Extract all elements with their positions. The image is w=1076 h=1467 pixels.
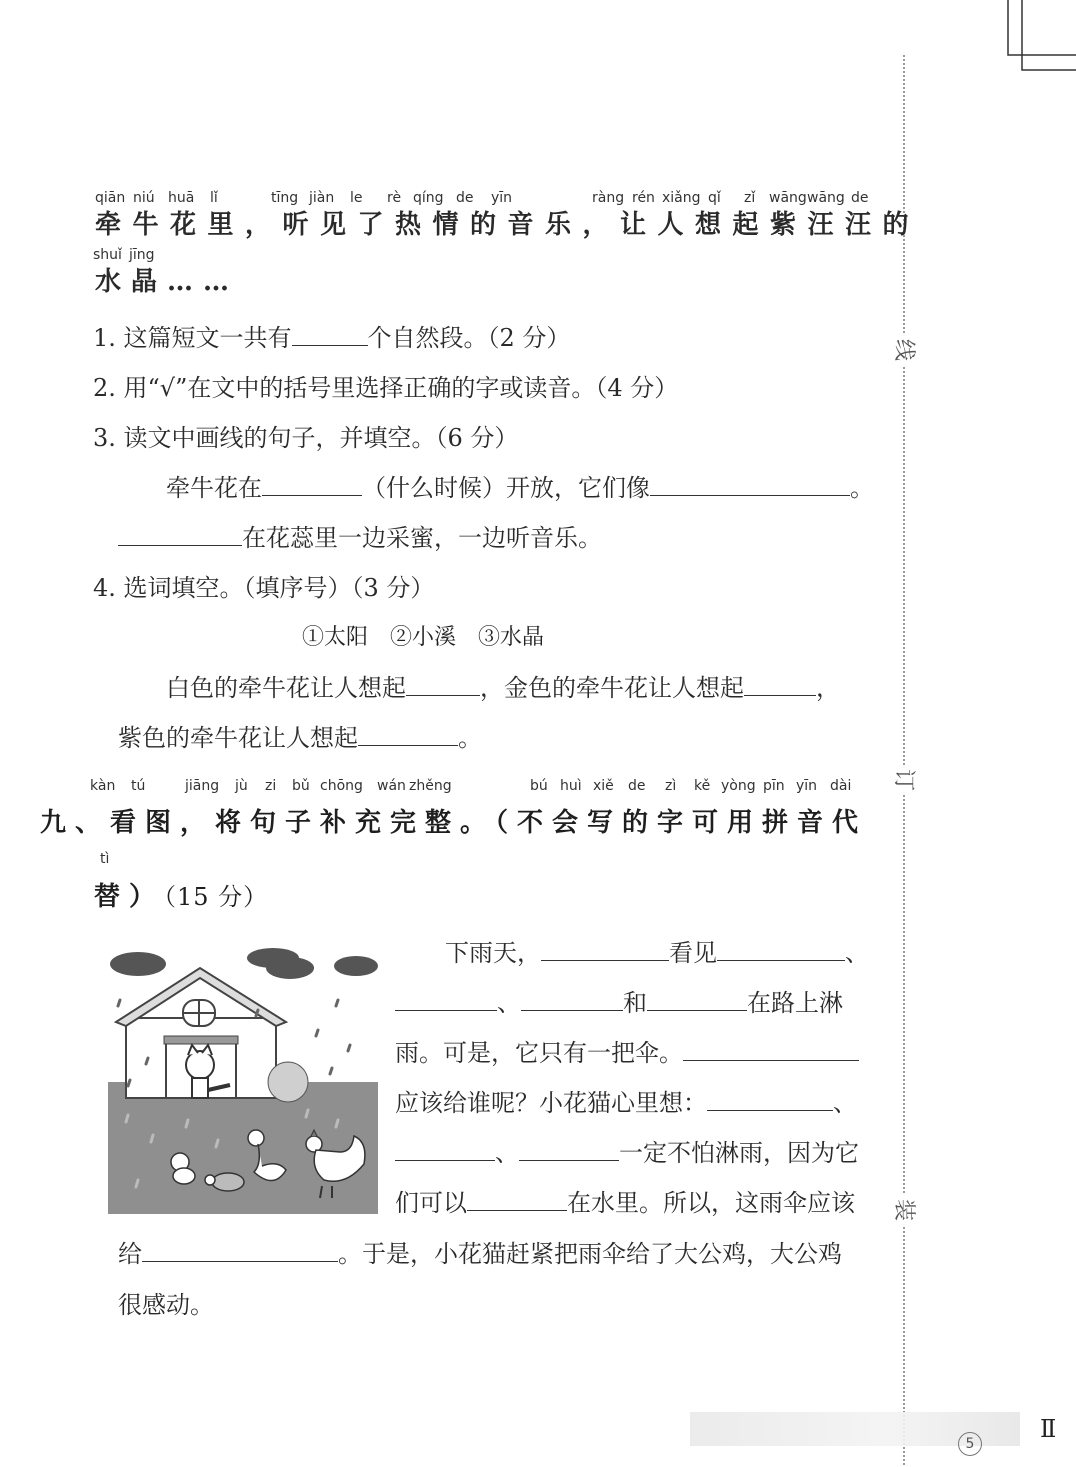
answer-blank[interactable]: [395, 988, 497, 1011]
fill-text: 紫色的牵牛花让人想起: [118, 724, 358, 752]
section9-heading-cont: [94, 876, 268, 913]
pinyin: jiāng: [185, 778, 220, 794]
answer-blank[interactable]: [683, 1038, 859, 1061]
fill-text: ，: [816, 674, 840, 702]
answer-blank[interactable]: [521, 988, 623, 1011]
fill-text: 、: [833, 1089, 857, 1117]
fill-text: 白色的牵牛花让人想起: [166, 674, 406, 702]
pinyin: zhěng: [409, 778, 452, 794]
fill-text: 。: [458, 724, 482, 752]
question-4-fill-line1: [166, 668, 840, 703]
pinyin: dài: [830, 778, 852, 794]
pinyin: tú: [131, 778, 146, 794]
pinyin: rè: [387, 190, 402, 206]
fill-text: 、: [845, 939, 869, 967]
s9-line-7: [118, 1234, 842, 1269]
answer-blank[interactable]: [647, 988, 747, 1011]
fill-text: 一定不怕淋雨，因为它: [619, 1139, 859, 1167]
pinyin: bú: [530, 778, 548, 794]
pinyin: yīn: [491, 190, 513, 206]
fill-text: 在花蕊里一边采蜜，一边听音乐。: [242, 524, 602, 552]
answer-blank[interactable]: [744, 673, 816, 696]
pinyin: wāng: [807, 190, 845, 206]
pinyin: shuǐ: [93, 247, 122, 263]
s9-line-2: [395, 983, 843, 1018]
pinyin: xiě: [593, 778, 614, 794]
pinyin: zi: [265, 778, 277, 794]
fill-text: 、: [497, 989, 521, 1017]
question-4: 4. 选词填空。（填序号）（3 分）: [93, 574, 435, 602]
fill-text: 牵牛花在: [166, 474, 262, 502]
pinyin: huì: [560, 778, 582, 794]
fill-text: 。于是，小花猫赶紧把雨伞给了大公鸡，大公鸡: [338, 1240, 842, 1268]
fill-text: 雨。可是，它只有一把伞。: [395, 1039, 683, 1067]
pinyin: wán: [377, 778, 406, 794]
pinyin: pīn: [763, 778, 785, 794]
answer-blank[interactable]: [395, 1138, 495, 1161]
pinyin: jiàn: [309, 190, 335, 206]
footer-mark: Ⅱ: [1040, 1415, 1057, 1443]
binding-label-ding: 订: [888, 765, 918, 795]
fill-text: 看见: [669, 939, 717, 967]
question-1-text: 1. 这篇短文一共有: [93, 324, 292, 352]
fill-text: 在水里。所以，这雨伞应该: [567, 1189, 855, 1217]
pinyin: de: [456, 190, 474, 206]
answer-blank[interactable]: [717, 938, 845, 961]
fill-text: 给: [118, 1240, 142, 1268]
fill-text: 。: [850, 474, 874, 502]
answer-blank[interactable]: [406, 673, 480, 696]
pinyin: jīng: [129, 247, 155, 263]
s9-line-4: [395, 1083, 857, 1118]
question-1: [93, 318, 570, 353]
pinyin: yīn: [796, 778, 818, 794]
pinyin: qǐ: [708, 190, 721, 206]
s9-line-1: [445, 933, 869, 968]
pinyin: rén: [632, 190, 655, 206]
pinyin: chōng: [320, 778, 363, 794]
pinyin: wāng: [769, 190, 807, 206]
rainy-day-illustration: [108, 940, 378, 1214]
binding-dotted-line: [903, 55, 905, 1465]
pinyin: de: [628, 778, 646, 794]
corner-crop-mark: [996, 0, 1076, 80]
answer-blank[interactable]: [541, 938, 669, 961]
answer-blank[interactable]: [650, 473, 850, 496]
fill-text: 、: [495, 1139, 519, 1167]
section9-score: （15 分）: [164, 883, 269, 911]
section9-heading: 九、看图，将句子补充完整。（不会写的字可用拼音代: [40, 808, 868, 838]
pinyin: yòng: [721, 778, 756, 794]
section9-heading-end: 替）: [94, 882, 165, 912]
pinyin: huā: [168, 190, 195, 206]
answer-blank[interactable]: [142, 1239, 338, 1262]
section9-pinyin: [40, 778, 880, 796]
pinyin: lǐ: [210, 190, 218, 206]
page-number: 5: [958, 1432, 982, 1456]
pinyin: de: [851, 190, 869, 206]
answer-blank[interactable]: [262, 473, 362, 496]
pinyin: bǔ: [292, 778, 310, 794]
fill-text: ，金色的牵牛花让人想起: [480, 674, 744, 702]
answer-blank[interactable]: [707, 1088, 833, 1111]
answer-blank[interactable]: [467, 1188, 567, 1211]
pinyin: zì: [665, 778, 677, 794]
fill-text: 和: [623, 989, 647, 1017]
question-1-text-end: 个自然段。（2 分）: [367, 324, 571, 352]
pinyin: qiān: [95, 190, 126, 206]
answer-blank[interactable]: [519, 1138, 619, 1161]
s9-line-3: [395, 1033, 859, 1068]
question-4-options: ①太阳 ②小溪 ③水晶: [302, 625, 545, 650]
section9-pinyin2: tì: [100, 851, 110, 867]
binding-label-zhuang: 装: [888, 1195, 918, 1225]
fill-text: （什么时候）开放，它们像: [362, 474, 650, 502]
fill-text: 应该给谁呢？小花猫心里想：: [395, 1089, 707, 1117]
question-3: 3. 读文中画线的句子，并填空。（6 分）: [93, 424, 519, 452]
passage-text-line2: 水晶……: [95, 267, 240, 297]
answer-blank[interactable]: [118, 523, 242, 546]
fill-text: 在路上淋: [747, 989, 843, 1017]
pinyin: tīng: [271, 190, 299, 206]
bush-icon: [268, 1062, 308, 1102]
question-4-fill-line2: [118, 718, 482, 753]
fill-text: 下雨天，: [445, 939, 541, 967]
s9-line-5: [395, 1133, 859, 1168]
pinyin: xiǎng: [662, 190, 701, 206]
pinyin: jù: [235, 778, 248, 794]
s9-line-6: [395, 1183, 855, 1218]
pinyin: zǐ: [744, 190, 756, 206]
answer-blank[interactable]: [358, 723, 458, 746]
passage-text-line1: 牵牛花里，听见了热情的音乐，让人想起紫汪汪的: [95, 210, 921, 240]
pinyin: qíng: [413, 190, 444, 206]
s9-line-8: 很感动。: [118, 1291, 214, 1319]
pinyin: kàn: [90, 778, 116, 794]
binding-label-xian: 线: [888, 335, 918, 365]
pinyin: kě: [694, 778, 711, 794]
question-3-fill-line1: [166, 468, 874, 503]
pinyin: niú: [133, 190, 155, 206]
pinyin: le: [350, 190, 363, 206]
question-2: 2. 用“√”在文中的括号里选择正确的字或读音。（4 分）: [93, 374, 679, 402]
fill-text: 们可以: [395, 1189, 467, 1217]
question-3-fill-line2: [118, 518, 602, 553]
pinyin: ràng: [592, 190, 625, 206]
answer-blank[interactable]: [292, 323, 368, 346]
